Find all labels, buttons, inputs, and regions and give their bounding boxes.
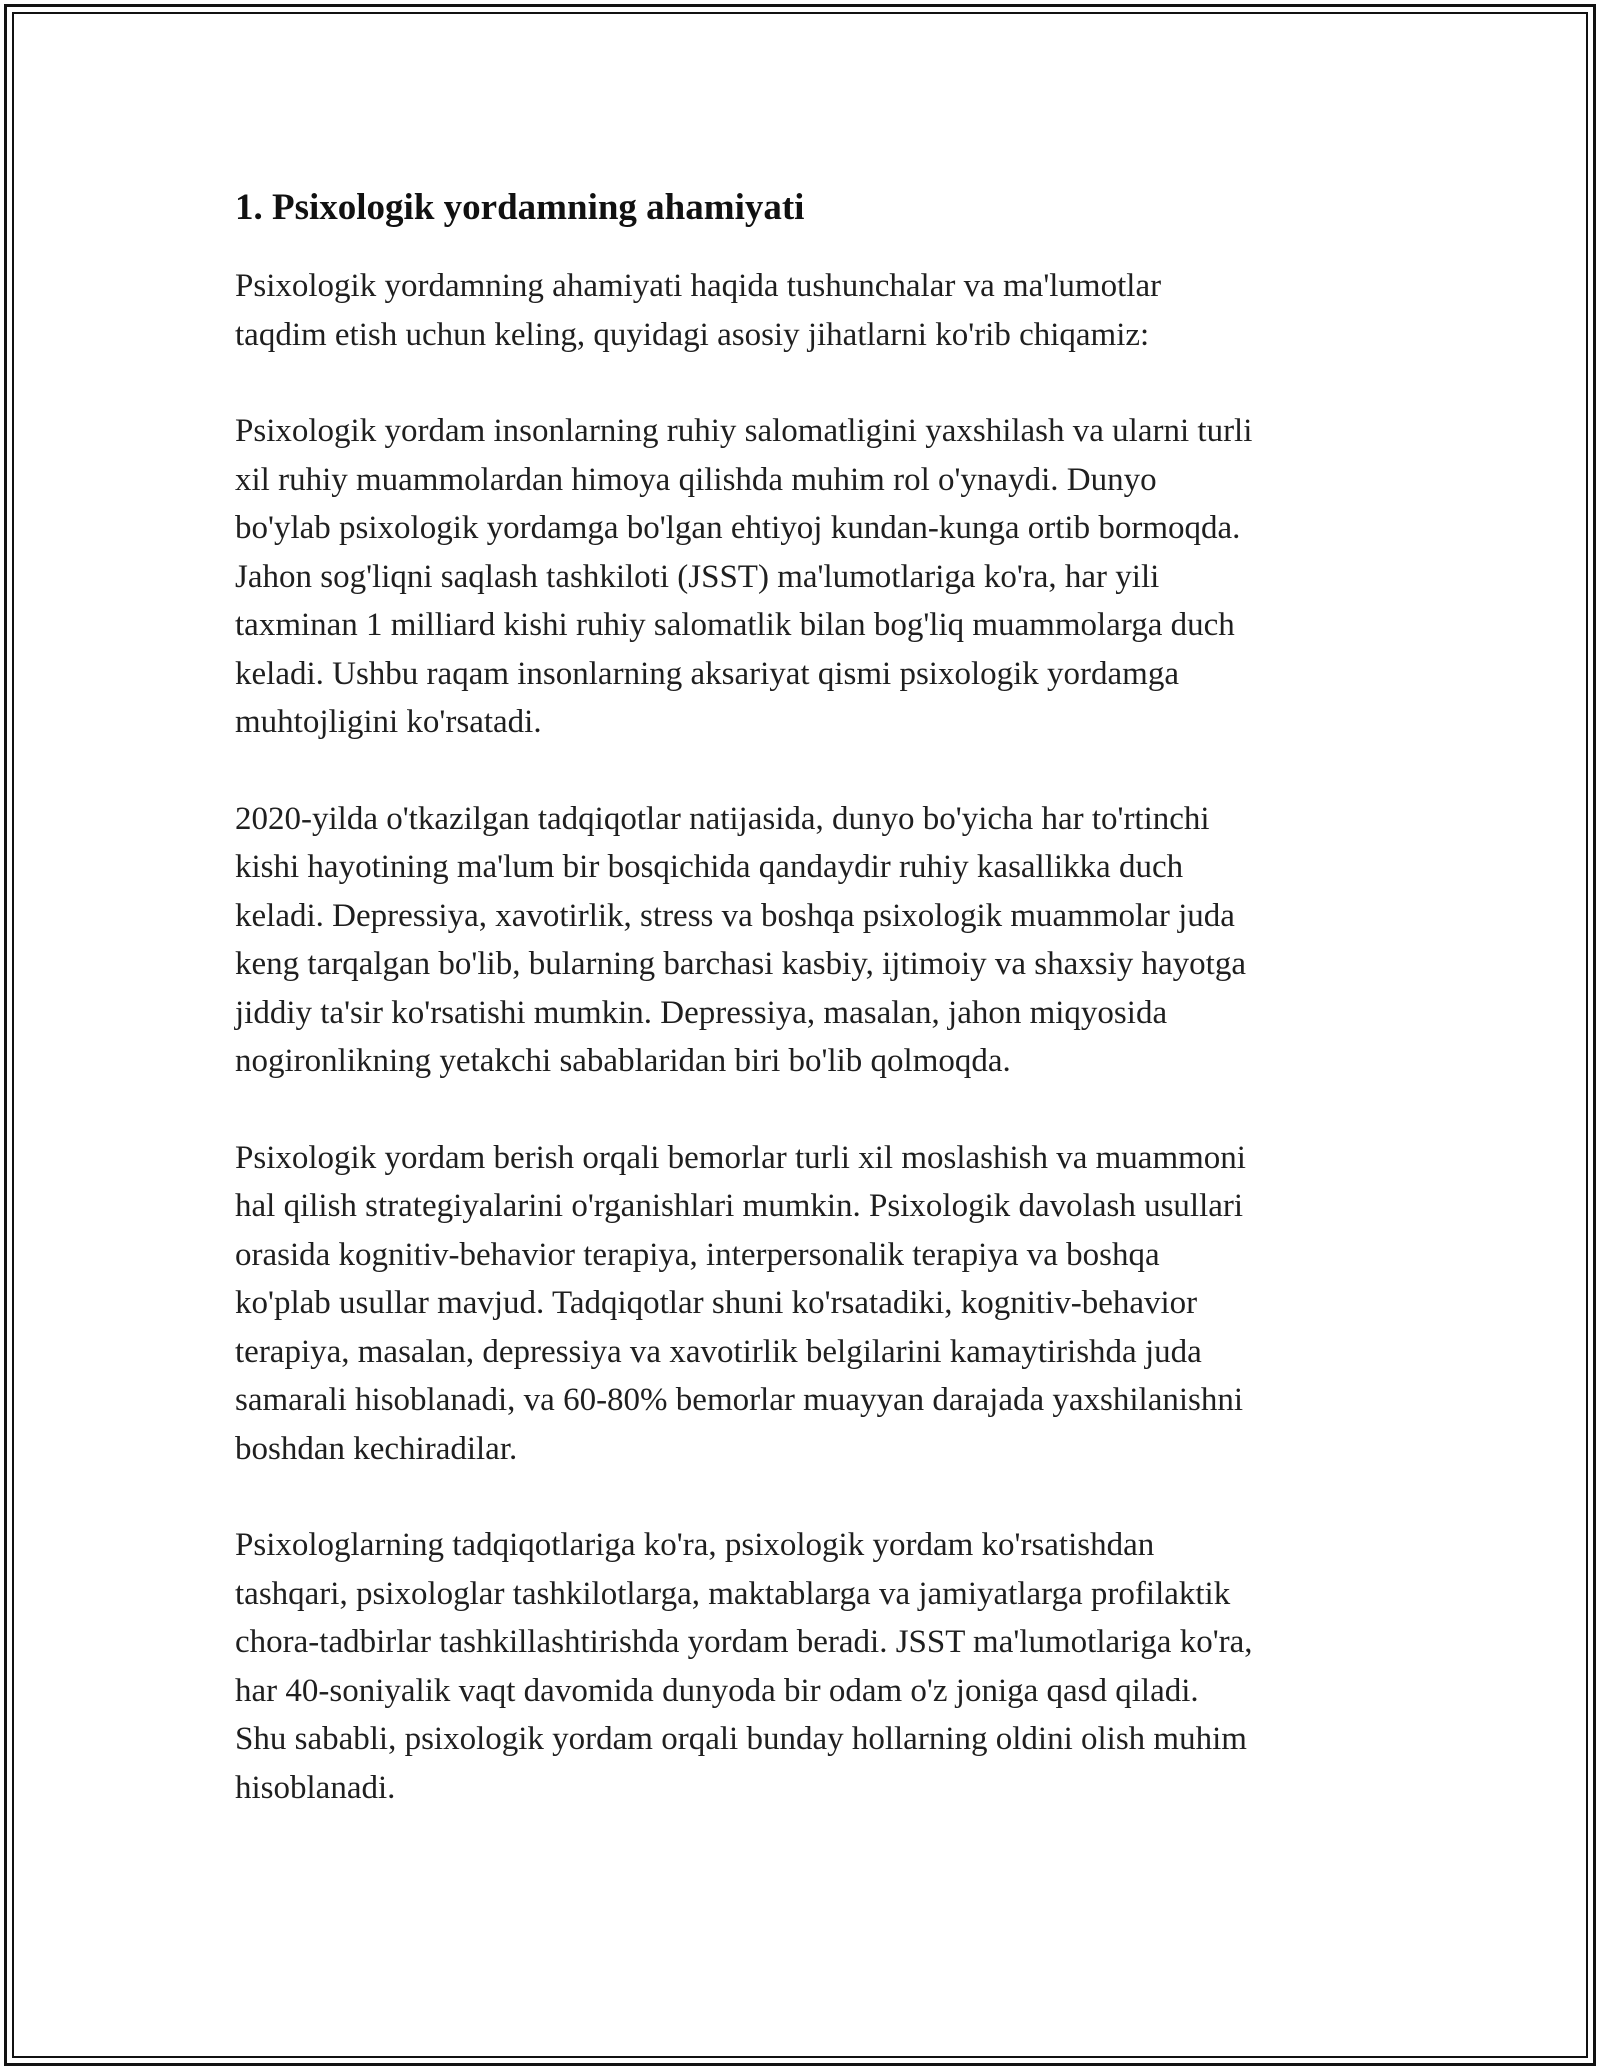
paragraph-line: har 40-soniyalik vaqt davomida dunyoda bir odam o'z joniga qasd qiladi. xyxy=(235,1672,1199,1709)
paragraph-line: chora-tadbirlar tashkillashtirishda yordam beradi. JSST ma'lumotlariga ko'ra, xyxy=(235,1624,1253,1660)
paragraph-line: boshdan kechiradilar. xyxy=(235,1430,518,1467)
paragraph-line: taqdim etish uchun keling, quyidagi asosiy jihatlarni ko'rib chiqamiz: xyxy=(235,316,1150,353)
paragraph-line: samarali hisoblanadi, va 60-80% bemorlar muayyan darajada yaxshilanishni xyxy=(235,1382,1244,1418)
paragraph-line: terapiya, masalan, depressiya va xavotirlik belgilarini kamaytirishda juda xyxy=(235,1333,1202,1370)
paragraph-line: orasida kognitiv-behavior terapiya, interpersonalik terapiya va boshqa xyxy=(235,1236,1160,1273)
paragraph-line: Psixologlarning tadqiqotlariga ko'ra, psixologik yordam ko'rsatishdan xyxy=(235,1527,1155,1563)
paragraph-line: hal qilish strategiyalarini o'rganishlari mumkin. Psixologik davolash usullari xyxy=(235,1188,1244,1224)
body-paragraph xyxy=(235,795,1385,1086)
body-paragraph xyxy=(235,407,1385,747)
paragraph-line: jiddiy ta'sir ko'rsatishi mumkin. Depressiya, masalan, jahon miqyosida xyxy=(235,994,1168,1031)
paragraph-line: keng tarqalgan bo'lib, bularning barchasi kasbiy, ijtimoiy va shaxsiy hayotga xyxy=(235,946,1246,982)
paragraph-line: hisoblanadi. xyxy=(235,1769,396,1806)
body-paragraph xyxy=(235,1134,1385,1474)
paragraph-line: kishi hayotining ma'lum bir bosqichida qandaydir ruhiy kasallikka duch xyxy=(235,849,1184,885)
paragraph-line: Jahon sog'liqni saqlash tashkiloti (JSST) ma'lumotlariga ko'ra, har yili xyxy=(235,558,1160,595)
paragraph-line: Shu sababli, psixologik yordam orqali bunday hollarning oldini olish muhim xyxy=(235,1721,1247,1757)
paragraph-line: 2020-yilda o'tkazilgan tadqiqotlar natijasida, dunyo bo'yicha har to'rtinchi xyxy=(235,800,1210,837)
paragraph-line: bo'ylab psixologik yordamga bo'lgan ehtiyoj kundan-kunga ortib bormoqda. xyxy=(235,510,1241,546)
paragraph-line: keladi. Depressiya, xavotirlik, stress va boshqa psixologik muammolar juda xyxy=(235,897,1235,934)
section-title: 1. Psixologik yordamning ahamiyati xyxy=(235,187,805,228)
paragraph-line: Psixologik yordamning ahamiyati haqida tushunchalar va ma'lumotlar xyxy=(235,268,1162,304)
paragraph-line: nogironlikning yetakchi sabablaridan biri bo'lib qolmoqda. xyxy=(235,1043,1011,1079)
paragraph-line: ko'plab usullar mavjud. Tadqiqotlar shuni ko'rsatadiki, kognitiv-behavior xyxy=(235,1285,1198,1321)
paragraph-line: Psixologik yordam insonlarning ruhiy salomatligini yaxshilash va ularni turli xyxy=(235,413,1253,449)
paragraph-line: taxminan 1 milliard kishi ruhiy salomatlik bilan bog'liq muammolarga duch xyxy=(235,607,1235,643)
paragraph-line: Psixologik yordam berish orqali bemorlar turli xil moslashish va muammoni xyxy=(235,1139,1246,1176)
body-paragraph xyxy=(235,1521,1385,1812)
paragraph-line: muhtojligini ko'rsatadi. xyxy=(235,704,542,740)
document-body xyxy=(235,186,1385,1860)
paragraph-line: keladi. Ushbu raqam insonlarning aksariyat qismi psixologik yordamga xyxy=(235,655,1179,692)
paragraph-line: xil ruhiy muammolardan himoya qilishda muhim rol o'ynaydi. Dunyo xyxy=(235,461,1157,498)
intro-paragraph xyxy=(235,262,1385,359)
paragraph-line: tashqari, psixologlar tashkilotlarga, maktablarga va jamiyatlarga profilaktik xyxy=(235,1575,1231,1612)
